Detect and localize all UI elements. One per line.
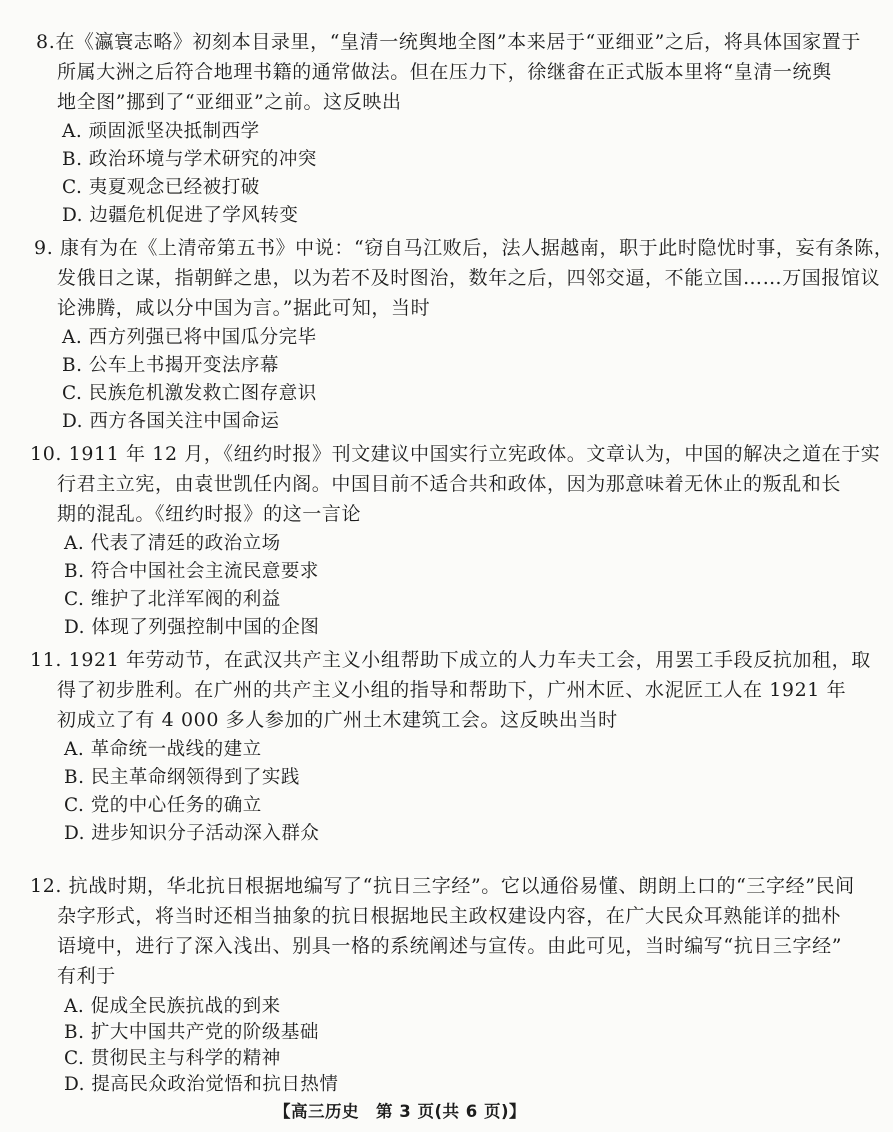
question-10-stem-line-1: 10. 1911 年 12 月，《纽约时报》刊文建议中国实行立宪政体。文章认为，中国的解决之道在于实 bbox=[30, 443, 881, 465]
question-10-option-a: A. 代表了清廷的政治立场 bbox=[64, 533, 281, 554]
question-11-option-c: C. 党的中心任务的确立 bbox=[64, 795, 262, 816]
question-12-option-c: C. 贯彻民主与科学的精神 bbox=[64, 1048, 281, 1069]
question-9-option-d: D. 西方各国关注中国命运 bbox=[62, 411, 280, 432]
question-9-option-a: A. 西方列强已将中国瓜分完毕 bbox=[62, 327, 317, 348]
question-9-stem-line-1: 9. 康有为在《上清帝第五书》中说：“窃自马江败后，法人据越南，职于此时隐忧时事，妄有条陈， bbox=[34, 237, 893, 259]
question-9-stem-line-2: 发俄日之谋，指朝鲜之患，以为若不及时图治，数年之后，四邻交逼，不能立国……万国报馆议 bbox=[57, 267, 881, 289]
question-10-option-c: C. 维护了北洋军阀的利益 bbox=[64, 589, 281, 610]
question-8-stem-line-2: 所属大洲之后符合地理书籍的通常做法。但在压力下，徐继畬在正式版本里将“皇清一统舆 bbox=[57, 61, 832, 83]
question-12-stem-line-2: 杂字形式，将当时还相当抽象的抗日根据地民主政权建设内容，在广大民众耳熟能详的拙朴 bbox=[57, 905, 842, 927]
question-9-option-b: B. 公车上书揭开变法序幕 bbox=[62, 355, 279, 376]
question-12-option-a: A. 促成全民族抗战的到来 bbox=[64, 996, 281, 1017]
question-8-option-a: A. 顽固派坚决抵制西学 bbox=[62, 121, 260, 142]
question-9-stem-line-3: 论沸腾，咸以分中国为言。”据此可知，当时 bbox=[57, 297, 431, 319]
question-8-stem-line-1: 8.在《瀛寰志略》初刻本目录里，“皇清一统舆地全图”本来居于“亚细亚”之后，将具体国家置于 bbox=[36, 31, 861, 53]
question-12-stem-line-4: 有利于 bbox=[57, 965, 116, 987]
question-10-stem-line-3: 期的混乱。《纽约时报》的这一言论 bbox=[57, 503, 362, 525]
question-10-option-d: D. 体现了列强控制中国的企图 bbox=[64, 617, 320, 638]
question-8-stem-line-3: 地全图”挪到了“亚细亚”之前。这反映出 bbox=[57, 91, 402, 113]
question-10-stem-line-2: 行君主立宪，由袁世凯任内阁。中国目前不适合共和政体，因为那意味着无休止的叛乱和长 bbox=[57, 473, 842, 495]
question-12-stem-line-3: 语境中，进行了深入浅出、别具一格的系统阐述与宣传。由此可见，当时编写“抗日三字经” bbox=[57, 935, 843, 957]
question-12-option-d: D. 提高民众政治觉悟和抗日热情 bbox=[64, 1074, 339, 1095]
question-12-option-b: B. 扩大中国共产党的阶级基础 bbox=[64, 1022, 319, 1043]
question-8-option-d: D. 边疆危机促进了学风转变 bbox=[62, 205, 299, 226]
question-12-stem-line-1: 12. 抗战时期，华北抗日根据地编写了“抗日三字经”。它以通俗易懂、朗朗上口的“三字经”民间 bbox=[30, 875, 855, 897]
question-8-option-b: B. 政治环境与学术研究的冲突 bbox=[62, 149, 317, 170]
question-10-option-b: B. 符合中国社会主流民意要求 bbox=[64, 561, 319, 582]
question-11-stem-line-1: 11. 1921 年劳动节，在武汉共产主义小组帮助下成立的人力车夫工会，用罢工手段反抗加租，取 bbox=[30, 649, 871, 671]
question-8-option-c: C. 夷夏观念已经被打破 bbox=[62, 177, 260, 198]
question-11-stem-line-2: 得了初步胜利。在广州的共产主义小组的指导和帮助下，广州木匠、水泥匠工人在 1921 年 bbox=[57, 679, 847, 701]
question-11-option-d: D. 进步知识分子活动深入群众 bbox=[64, 823, 320, 844]
question-11-option-b: B. 民主革命纲领得到了实践 bbox=[64, 767, 300, 788]
question-11-stem-line-3: 初成立了有 4 000 多人参加的广州土木建筑工会。这反映出当时 bbox=[57, 709, 618, 731]
question-9-option-c: C. 民族危机激发救亡图存意识 bbox=[62, 383, 317, 404]
question-11-option-a: A. 革命统一战线的建立 bbox=[64, 739, 262, 760]
page-footer: 【高三历史 第 3 页(共 6 页)】 bbox=[273, 1102, 527, 1121]
